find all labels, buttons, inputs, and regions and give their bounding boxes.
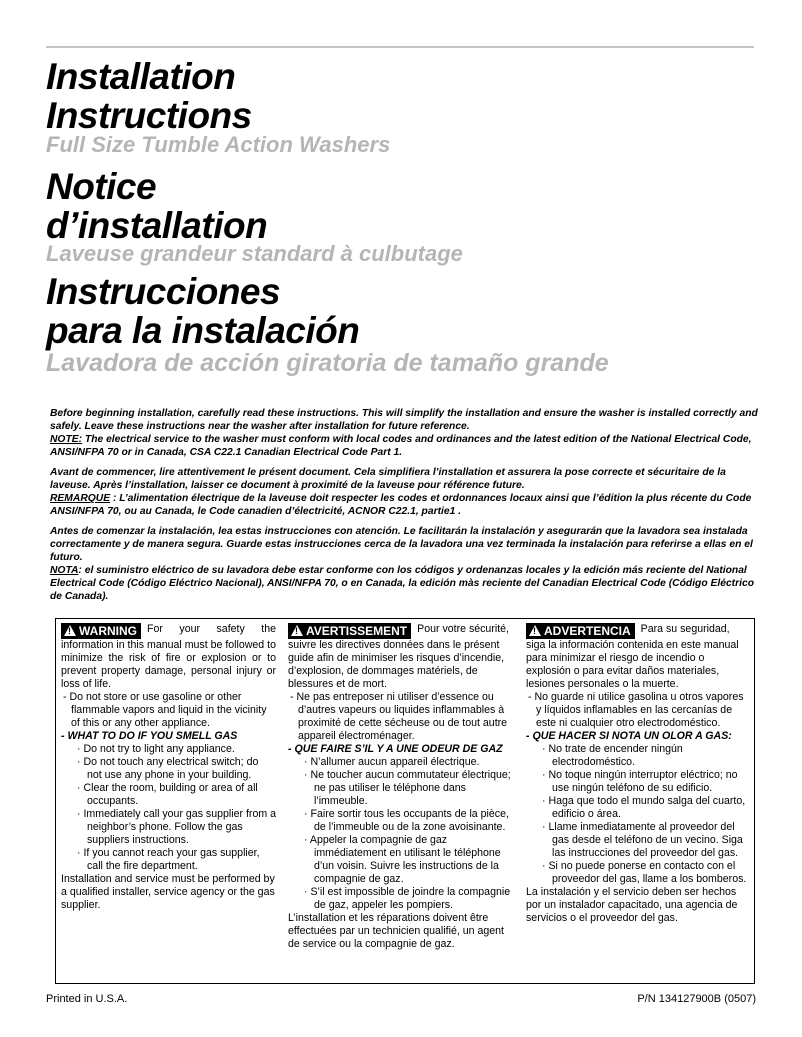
warning-item-es: - No guarde ni utilice gasolina u otros vapores y líquidos inflamables en las cercanías de este ni cualquier otro electrodoméstico. <box>528 691 744 729</box>
warning-triangle-icon <box>291 625 303 636</box>
warning-column-en <box>61 623 276 912</box>
intro-fr-text: Avant de commencer, lire attentivement le présent document. Cela simplifiera l’installation et assurera la pose correcte et sécuritaire de la laveuse. Après l’installation, laisser ce document à proximité de la laveuse pour référence future. <box>50 467 726 491</box>
warning-lead-fr: Pour votre sécurité, suivre les directives données dans le présent guide afin de minimiser les risques d’incendie, d’explosion, de dommages matériels, de blessures et de mort. <box>288 623 509 690</box>
intro-fr-note <box>50 492 760 518</box>
subtitle-fr: Laveuse grandeur standard à culbutage <box>46 241 463 266</box>
intro-en-text: Before beginning installation, carefully read these instructions. This will simplify the installation and ensure the washer is installed correctly and safely. Leave these instructions near the washer after installation for future reference. <box>50 408 758 432</box>
warning-column-fr <box>288 623 516 951</box>
warning-closing-fr: L’installation et les réparations doivent être effectuées par un technicien qualifié, un agent de service ou la compagnie de gaz. <box>288 912 504 950</box>
warning-lead-es: Para su seguridad, siga la información contenida en este manual para minimizar el riesgo de incendio o explosión o para evitar daños materiales, lesiones personales o la muerte. <box>526 623 739 690</box>
title-es-line1: Instrucciones <box>46 271 281 312</box>
warning-triangle-icon <box>64 625 76 636</box>
safety-warning-box <box>55 618 755 984</box>
gas-step-fr: · N’allumer aucun appareil électrique. <box>304 756 480 768</box>
gas-step-es: · No toque ningún interruptor eléctrico; no use ningún teléfono de su edificio. <box>542 769 738 794</box>
note-label-fr: REMARQUE <box>50 493 111 504</box>
warning-badge-en <box>61 623 141 639</box>
intro-es <box>50 525 760 603</box>
note-label-en: NOTE: <box>50 434 83 445</box>
gas-step-en: · If you cannot reach your gas supplier, call the fire department. <box>77 847 260 872</box>
gas-heading-en: - WHAT TO DO IF YOU SMELL GAS <box>61 730 238 742</box>
warning-badge-label: WARNING <box>79 624 137 638</box>
gas-step-en: · Do not try to light any appliance. <box>77 743 235 755</box>
warning-badge-es <box>526 623 635 639</box>
warning-triangle-icon <box>529 625 541 636</box>
note-text-en: The electrical service to the washer must conform with local codes and ordinances and the latest edition of the National Electrical Code, ANSI/NFPA 70 or in Canada, CSA C22.1 Canadian Electrical Code Part 1. <box>50 434 752 458</box>
note-text-es: : el suministro eléctrico de su lavadora debe estar conforme con los códigos y ordenanzas locales y la edición más reciente del National Electrical Code (Código Eléctrico Nacional), ANSI/NFPA 70, o en Canada, la edición màs reciente del Canadian Electrical Code (Código Eléctrico de Canada). <box>50 565 754 602</box>
intro-en <box>50 407 760 459</box>
title-es-line2: para la instalación <box>46 310 360 351</box>
warning-lead-en: For your safety the information in this manual must be followed to minimize the risk of fire or explosion or to prevent property damage, personal injury or loss of life. <box>61 623 276 690</box>
gas-step-en: · Immediately call your gas supplier from a neighbor’s phone. Follow the gas suppliers instructions. <box>77 808 277 846</box>
title-fr-line1: Notice <box>46 166 157 207</box>
gas-step-fr: · Faire sortir tous les occupants de la pièce, de l’immeuble ou de la zone avoisinante. <box>304 808 509 833</box>
intro-es-note <box>50 564 760 603</box>
gas-step-en: · Clear the room, building or area of all occupants. <box>77 782 258 807</box>
gas-step-es: · Si no puede ponerse en contacto con el proveedor del gas, llame a los bomberos. <box>542 860 747 885</box>
note-text-fr: : L’alimentation électrique de la laveuse doit respecter les codes et ordonnances locaux ainsi que l’édition la plus récente du Code ANSI/NFPA 70, ou au Canada, le Code canadien d’électricité, ACNOR C22.1, partie1 . <box>50 493 752 517</box>
gas-step-fr: · Ne toucher aucun commutateur électrique; ne pas utiliser le téléphone dans l’immeuble. <box>304 769 511 807</box>
gas-step-es: · Llame inmediatamente al proveedor del gas desde el teléfono de un vecino. Siga las instrucciones del proveedor del gas. <box>542 821 743 859</box>
intro-es-text: Antes de comenzar la instalación, lea estas instrucciones con atención. Le facilitarán la instalación y asegurarán que la lavadora sea instalada correctamente y de manera segura. Guarde estas instrucciones cerca de la lavadora una vez terminada la instalación para referirse a ellas en el futuro. <box>50 526 753 563</box>
printed-in-label: Printed in U.S.A. <box>46 993 128 1005</box>
warning-badge-fr <box>288 623 411 639</box>
top-rule <box>46 46 754 48</box>
warning-badge-label: AVERTISSEMENT <box>306 624 408 638</box>
note-label-es: NOTA <box>50 565 79 576</box>
gas-heading-fr: - QUE FAIRE S’IL Y A UNE ODEUR DE GAZ <box>288 743 503 755</box>
warning-badge-label: ADVERTENCIA <box>544 624 631 638</box>
warning-item-en: - Do not store or use gasoline or other flammable vapors and liquid in the vicinity of this or any other appliance. <box>63 691 267 729</box>
warning-column-es <box>526 623 748 925</box>
subtitle-es: Lavadora de acción giratoria de tamaño grande <box>46 349 609 377</box>
gas-step-es: · No trate de encender ningún electrodoméstico. <box>542 743 683 768</box>
title-en-line1: Installation <box>46 56 236 97</box>
gas-step-es: · Haga que todo el mundo salga del cuarto, edificio o área. <box>542 795 746 820</box>
part-number: P/N 134127900B (0507) <box>637 993 756 1005</box>
gas-step-en: · Do not touch any electrical switch; do not use any phone in your building. <box>77 756 259 781</box>
warning-item-fr: - Ne pas entreposer ni utiliser d’essence ou d’autres vapeurs ou liquides inflammables à proximité de cette sécheuse ou de tout autre appareil électroménager. <box>290 691 508 742</box>
gas-step-fr: · Appeler la compagnie de gaz immédiatement en utilisant le téléphone d’un voisin. Suivre les instructions de la compagnie de gaz. <box>304 834 501 885</box>
title-fr-line2: d’installation <box>46 205 268 246</box>
warning-closing-es: La instalación y el servicio deben ser hechos por un instalador capacitado, una agencia de servicios o el proveedor del gas. <box>526 886 738 924</box>
title-en-line2: Instructions <box>46 95 252 136</box>
subtitle-en: Full Size Tumble Action Washers <box>46 132 391 157</box>
intro-en-note <box>50 433 760 459</box>
intro-fr <box>50 466 760 518</box>
warning-closing-en: Installation and service must be performed by a qualified installer, service agency or the gas supplier. <box>61 873 275 911</box>
gas-step-fr: · S’il est impossible de joindre la compagnie de gaz, appeler les pompiers. <box>304 886 511 911</box>
gas-heading-es: - QUE HACER SI NOTA UN OLOR A GAS: <box>526 730 732 742</box>
